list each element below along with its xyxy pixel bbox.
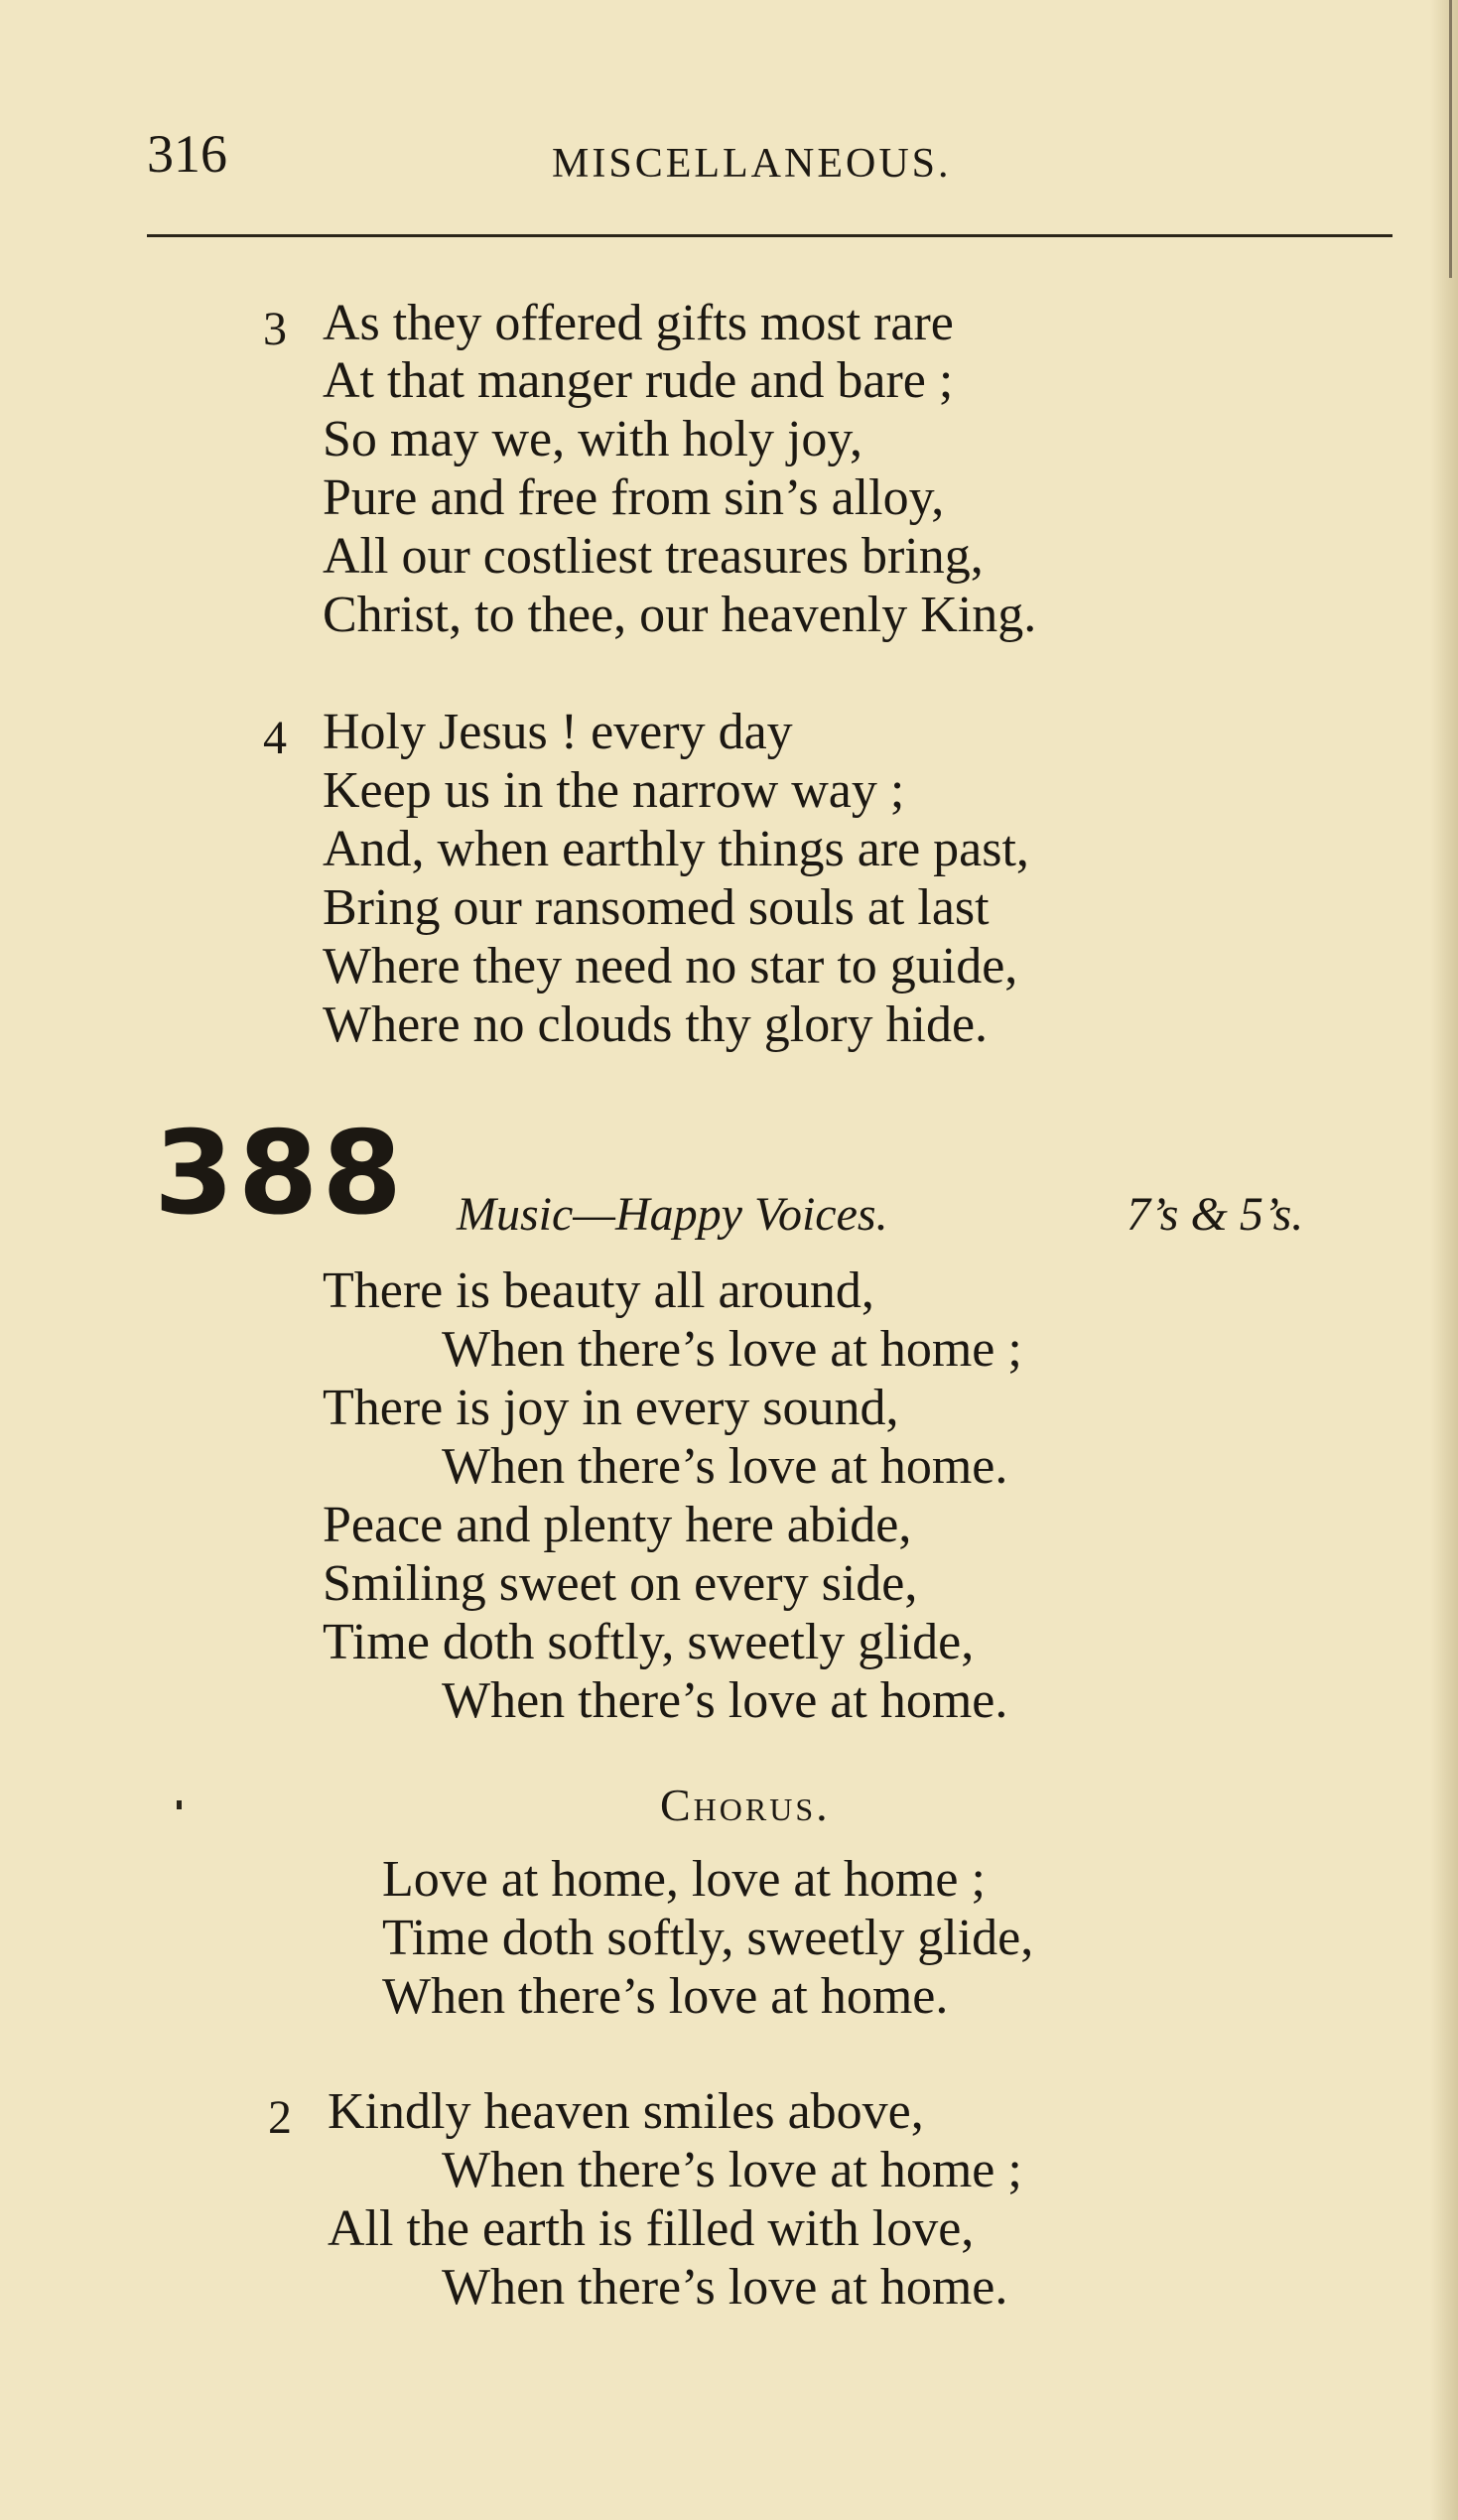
verse-line: Smiling sweet on every side,	[323, 1555, 918, 1612]
verse-line: Peace and plenty here abide,	[323, 1497, 912, 1553]
verse-line: There is beauty all around,	[323, 1262, 874, 1319]
verse-line: Time doth softly, sweetly glide,	[323, 1614, 975, 1670]
refrain-line: When there’s love at home ;	[442, 1321, 1022, 1378]
refrain-line: When there’s love at home.	[442, 2259, 1008, 2316]
verse-line: Holy Jesus ! every day	[323, 704, 793, 760]
verse-line: Pure and free from sin’s alloy,	[323, 469, 945, 526]
chorus-line: When there’s love at home.	[382, 1968, 949, 2025]
chorus-line: Love at home, love at home ;	[382, 1851, 986, 1908]
verse-line: Bring our ransomed souls at last	[323, 879, 990, 936]
verse-line: Where they need no star to guide,	[323, 938, 1018, 995]
verse-line: Christ, to thee, our heavenly King.	[323, 587, 1037, 643]
hymn-tune: Music—Happy Voices.	[457, 1188, 888, 1241]
chorus-heading: Chorus.	[660, 1780, 831, 1830]
page-number: 316	[147, 124, 227, 184]
print-speck	[177, 1800, 182, 1809]
verse-line: At that manger rude and bare ;	[323, 352, 954, 409]
refrain-line: When there’s love at home.	[442, 1672, 1008, 1729]
verse-line: Kindly heaven smiles above,	[328, 2083, 924, 2140]
verse-line: All the earth is filled with love,	[328, 2200, 975, 2257]
refrain-line: When there’s love at home.	[442, 1438, 1008, 1495]
hymn-meter: 7’s & 5’s.	[1127, 1188, 1304, 1241]
page-edge-line	[1449, 0, 1452, 278]
chorus-line: Time doth softly, sweetly glide,	[382, 1910, 1034, 1966]
verse-line: All our costliest treasures bring,	[323, 528, 984, 585]
verse-line: Where no clouds thy glory hide.	[323, 996, 989, 1053]
hymn-number: 388	[154, 1107, 407, 1241]
stanza-number: 4	[263, 712, 287, 764]
running-head: MISCELLANEOUS.	[552, 141, 952, 187]
verse-line: So may we, with holy joy,	[323, 411, 863, 467]
verse-line: And, when earthly things are past,	[323, 821, 1029, 877]
verse-line: Keep us in the narrow way ;	[323, 762, 905, 819]
verse-line: As they offered gifts most rare	[323, 295, 954, 351]
verse-line: There is joy in every sound,	[323, 1380, 899, 1436]
page-edge-shadow	[1430, 0, 1458, 2520]
header-rule	[147, 234, 1392, 237]
stanza-number: 3	[263, 303, 287, 355]
refrain-line: When there’s love at home ;	[442, 2142, 1022, 2198]
stanza-number: 2	[268, 2091, 292, 2144]
